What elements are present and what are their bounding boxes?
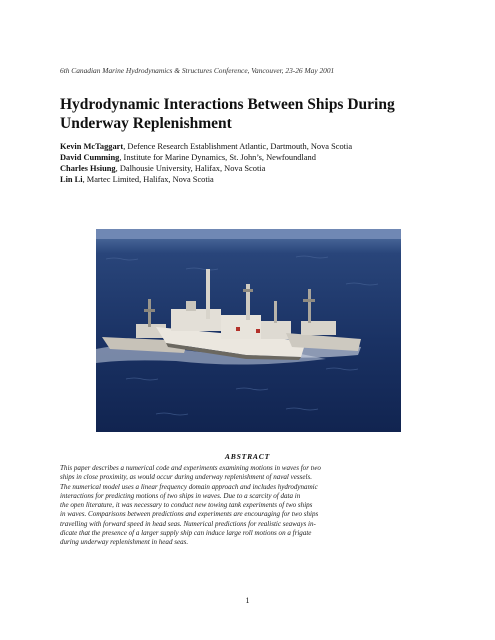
title-line-1: Hydrodynamic Interactions Between Ships During — [60, 96, 395, 113]
abstract-line: in waves. Comparisons between predictions and experiments are encouraging for two ships — [60, 510, 319, 519]
page-number: 1 — [245, 596, 250, 605]
abstract-heading: ABSTRACT — [224, 452, 271, 461]
author-line — [60, 163, 460, 174]
author-list — [60, 141, 460, 185]
abstract-line: dicate that the presence of a larger supply ship can induce large roll motions on a frigate — [60, 529, 312, 538]
author-name: Lin Li — [60, 175, 83, 184]
abstract-body — [60, 464, 440, 548]
abstract-line: The numerical model uses a linear frequency domain approach and includes hydrodynamic — [60, 482, 318, 491]
abstract-line: the open literature, it was necessary to conduct new towing tank experiments of two ships — [60, 501, 313, 510]
author-affiliation: , Defence Research Establishment Atlantic, Dartmouth, Nova Scotia — [123, 142, 353, 151]
abstract-line: during underway replenishment in head seas. — [60, 538, 189, 547]
author-line — [60, 141, 460, 152]
author-affiliation: , Dalhousie University, Halifax, Nova Scotia — [115, 164, 266, 173]
author-name: David Cumming — [60, 153, 120, 162]
author-name: Charles Hsiung — [60, 164, 116, 173]
author-name: Kevin McTaggart — [60, 142, 124, 151]
abstract-line: interactions for predicting motions of two ships in waves. Due to a scarcity of data in — [60, 491, 301, 500]
author-line — [60, 152, 460, 163]
ships-replenishment-photo — [96, 229, 401, 432]
author-affiliation: , Institute for Marine Dynamics, St. John’s, Newfoundland — [119, 153, 316, 162]
author-affiliation: , Martec Limited, Halifax, Nova Scotia — [82, 175, 214, 184]
abstract-line: This paper describes a numerical code and experiments examining motions in waves for two — [60, 464, 321, 472]
abstract-line: travelling with forward speed in head seas. Numerical predictions for realistic seaways in- — [60, 519, 316, 528]
title-line-2: Underway Replenishment — [60, 115, 232, 132]
paper-title — [60, 95, 440, 133]
abstract-line: ships in close proximity, as would occur during underway replenishment of naval vessels. — [60, 473, 312, 482]
author-line — [60, 174, 460, 185]
conference-header: 6th Canadian Marine Hydrodynamics & Structures Conference, Vancouver, 23-26 May 2001 — [60, 66, 335, 75]
